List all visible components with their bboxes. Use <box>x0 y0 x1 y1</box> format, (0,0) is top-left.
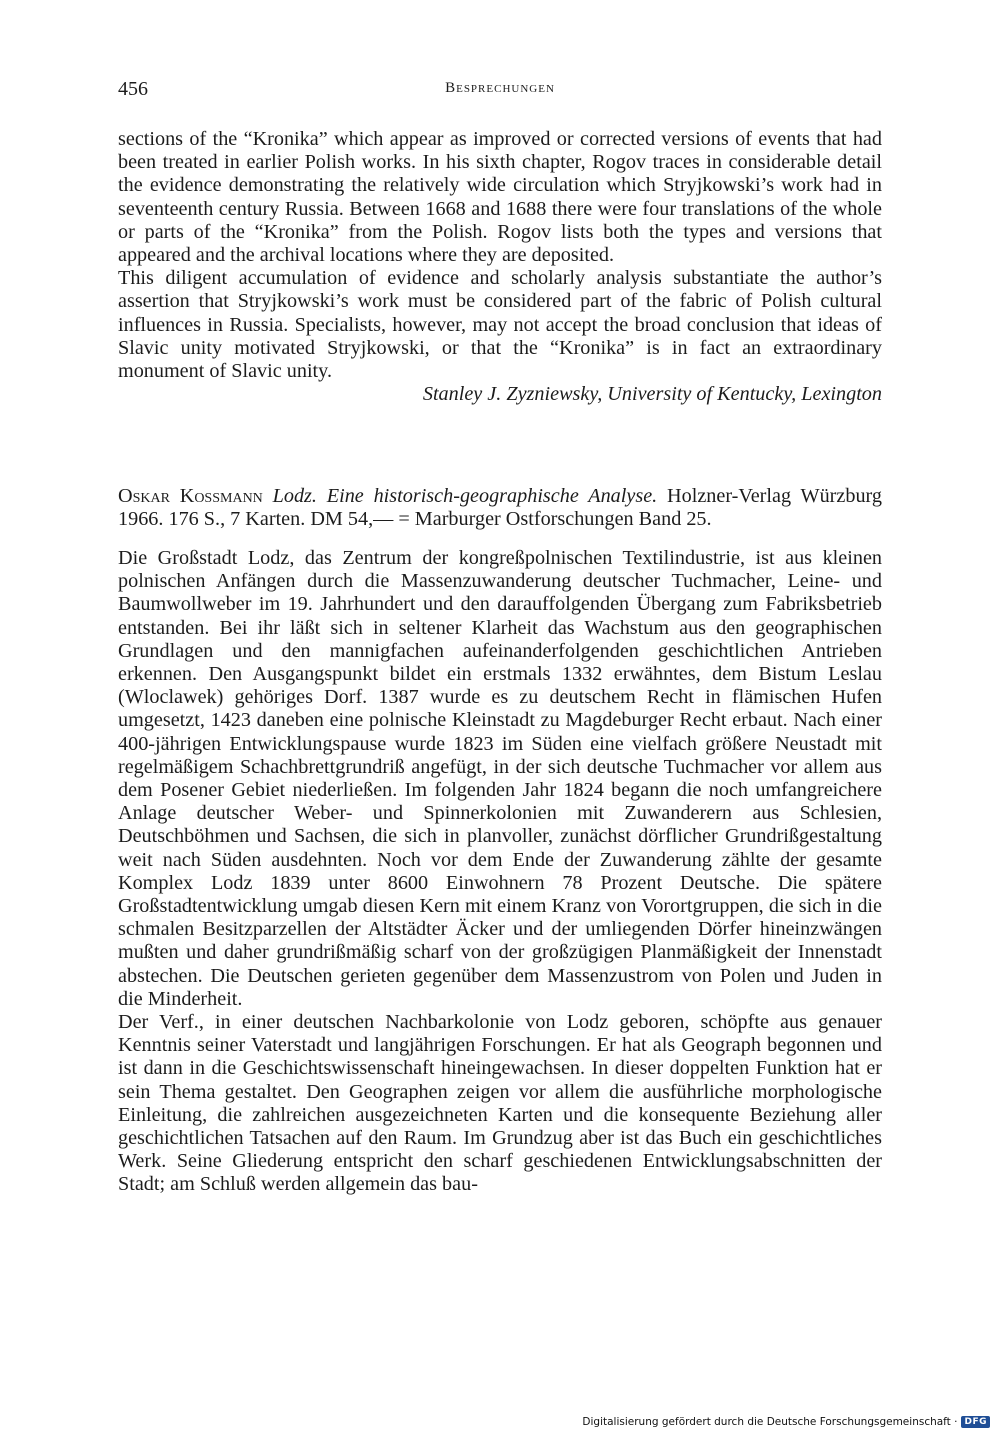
review1-paragraph-1: sections of the “Kronika” which appear as improved or corrected versions of events that had been treated in earlier Polish works. In his sixth chapter, Rogov traces in considerable detail the evidence demonstrating the relatively wide circulation which Stryjkowski’s work had in seventeenth century Russia. Between 1668 and 1688 there were four translations of the whole or parts of the “Kronika” from the Polish. Rogov lists both the types and versions that appeared and the archival locations where they are deposited. <box>118 128 882 267</box>
page-header <box>118 78 882 102</box>
footer-text: Digitalisierung gefördert durch die Deutsche Forschungsgemeinschaft · <box>582 1416 958 1428</box>
page-number: 456 <box>118 78 148 100</box>
running-head: Besprechungen <box>445 80 555 96</box>
review1-paragraph-2: This diligent accumulation of evidence and scholarly analysis substantiate the author’s assertion that Stryjkowski’s work must be considered part of the fabric of Polish cultural influences in Russia. Specialists, however, may not accept the broad conclusion that ideas of Slavic unity motivated Stryjkowski, or that the “Kronika” is in fact an extraordinary monument of Slavic unity. <box>118 267 882 383</box>
review-body <box>118 547 882 1197</box>
dfg-logo-icon: DFG <box>961 1416 990 1428</box>
reviewer-signature: Stanley J. Zyzniewsky, University of Kentucky, Lexington <box>422 383 882 406</box>
review2-paragraph-2: Der Verf., in einer deutschen Nachbarkolonie von Lodz geboren, schöpfte aus genauer Kenntnis seiner Vaterstadt und langjährigen Forschungen. Er hat als Geograph begonnen und ist dann in die Geschichtswissenschaft hineingewachsen. In dieser doppelten Funktion hat er sein Thema gestaltet. Den Geographen zeigen vor allem die ausführliche morphologische Einleitung, die zahlreichen ausgezeichneten Karten und die konsequente Beziehung aller geschichtlichen Tatsachen auf den Raum. Im Grundzug aber ist das Buch ein geschichtliches Werk. Seine Gliederung entspricht den scharf geschiedenen Entwicklungsabschnitten der Stadt; am Schluß werden allgemein das bau- <box>118 1011 882 1196</box>
book-title: Lodz. Eine historisch-geographische Analyse. <box>272 485 658 507</box>
review2-paragraph-1: Die Großstadt Lodz, das Zentrum der kongreßpolnischen Textilindustrie, ist aus kleinen polnischen Anfängen durch die Massenzuwanderung deutscher Tuchmacher, Leine- und Baumwollweber im 19. Jahrhundert und den darauffolgenden Übergang zum Fabriksbetrieb entstanden. Bei ihr läßt sich in seltener Klarheit das Wachstum aus den geographischen Grundlagen und den mannigfachen aufeinanderfolgenden geschichtlichen Antrieben erkennen. Den Ausgangspunkt bildet ein erstmals 1332 erwähntes, dem Bistum Leslau (Wloclawek) gehöriges Dorf. 1387 wurde es zu deutschem Recht in flämischen Hufen umgesetzt, 1423 daneben eine polnische Kleinstadt zu Magdeburger Recht erbaut. Nach einer 400-jährigen Entwicklungspause wurde 1823 im Süden eine vielfach größere Neustadt mit regelmäßigem Schachbrettgrundriß angefügt, in der sich deutsche Tuchmacher vor allem aus dem Posener Gebiet niederließen. Im folgenden Jahr 1824 begann die noch umfangreichere Anlage deutscher Weber- und Spinnerkolonien mit Zuwanderern aus Schlesien, Deutschböhmen und Sachsen, die sich in planvoller, zunächst dörflicher Grundrißgestaltung weit nach Süden ausdehnten. Noch vor dem Ende der Zuwanderung zählte der gesamte Komplex Lodz 1839 unter 8600 Einwohnern 78 Prozent Deutsche. Die spätere Großstadtentwicklung umgab diesen Kern mit einem Kranz von Vorortgruppen, die sich in die schmalen Besitzparzellen der Altstädter Äcker und der umliegenden Dörfer hineinzwängen mußten und daher grundrißmäßig scharf von der großzügigen Planmäßigkeit der Innenstadt abstechen. Die Deutschen gerieten gegenüber dem Massenzustrom von Polen und Juden in die Minderheit. <box>118 547 882 1010</box>
book-citation <box>118 485 882 531</box>
book-author: Oskar Kossmann <box>118 485 263 507</box>
review-continuation <box>118 128 882 406</box>
book-publication: Holzner-Verlag Würzburg 1966. 176 S., 7 Karten. DM 54,— = Marburger Ostforschungen Band 25. <box>118 485 882 531</box>
digitization-footer <box>582 1413 990 1431</box>
